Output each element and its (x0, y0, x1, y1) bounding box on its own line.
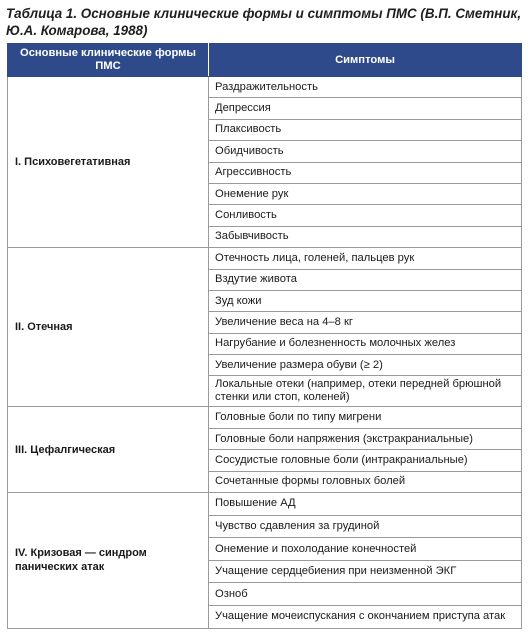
symptom-cell: Онемение рук (209, 183, 522, 204)
symptom-cell: Забывчивость (209, 226, 522, 247)
header-symptoms: Симптомы (209, 44, 522, 77)
symptom-cell: Повышение АД (209, 493, 522, 516)
symptom-cell: Раздражительность (209, 77, 522, 98)
form-cell: I. Психовегетативная (8, 77, 209, 248)
form-cell: II. Отечная (8, 248, 209, 407)
symptom-cell: Вздутие живота (209, 269, 522, 290)
symptom-cell: Нагрубание и болезненность молочных желез (209, 333, 522, 354)
table-row (8, 407, 522, 428)
header-forms: Основные клинические формы ПМС (8, 44, 209, 77)
table-row (8, 77, 522, 98)
symptom-cell: Отечность лица, голеней, пальцев рук (209, 248, 522, 269)
symptom-cell: Озноб (209, 583, 522, 606)
form-cell: III. Цефалгическая (8, 407, 209, 493)
pms-forms-table (7, 43, 522, 629)
symptom-cell: Обидчивость (209, 141, 522, 162)
symptom-cell: Локальные отеки (например, отеки передней брюшной стенки или стоп, коленей) (209, 376, 522, 407)
symptom-cell: Чувство сдавления за грудиной (209, 515, 522, 538)
symptom-cell: Сочетанные формы головных болей (209, 471, 522, 492)
symptom-cell: Увеличение веса на 4–8 кг (209, 312, 522, 333)
table-header-row (8, 44, 522, 77)
table-row (8, 248, 522, 269)
form-cell: IV. Кризовая — синдром панических атак (8, 493, 209, 629)
symptom-cell: Плаксивость (209, 119, 522, 140)
symptom-cell: Увеличение размера обуви (≥ 2) (209, 355, 522, 376)
symptom-cell: Сонливость (209, 205, 522, 226)
table-row (8, 493, 522, 516)
symptom-cell: Головные боли напряжения (экстракраниальные) (209, 428, 522, 449)
symptom-cell: Учащение сердцебиения при неизменной ЭКГ (209, 560, 522, 583)
symptom-cell: Агрессивность (209, 162, 522, 183)
symptom-cell: Онемение и похолодание конечностей (209, 538, 522, 561)
symptom-cell: Зуд кожи (209, 290, 522, 311)
symptom-cell: Депрессия (209, 98, 522, 119)
symptom-cell: Учащение мочеиспускания с окончанием приступа атак (209, 606, 522, 629)
table-caption: Таблица 1. Основные клинические формы и симптомы ПМС (В.П. Сметник, Ю.А. Комарова, 1988) (6, 6, 522, 38)
symptom-cell: Сосудистые головные боли (интракраниальные) (209, 450, 522, 471)
symptom-cell: Головные боли по типу мигрени (209, 407, 522, 428)
